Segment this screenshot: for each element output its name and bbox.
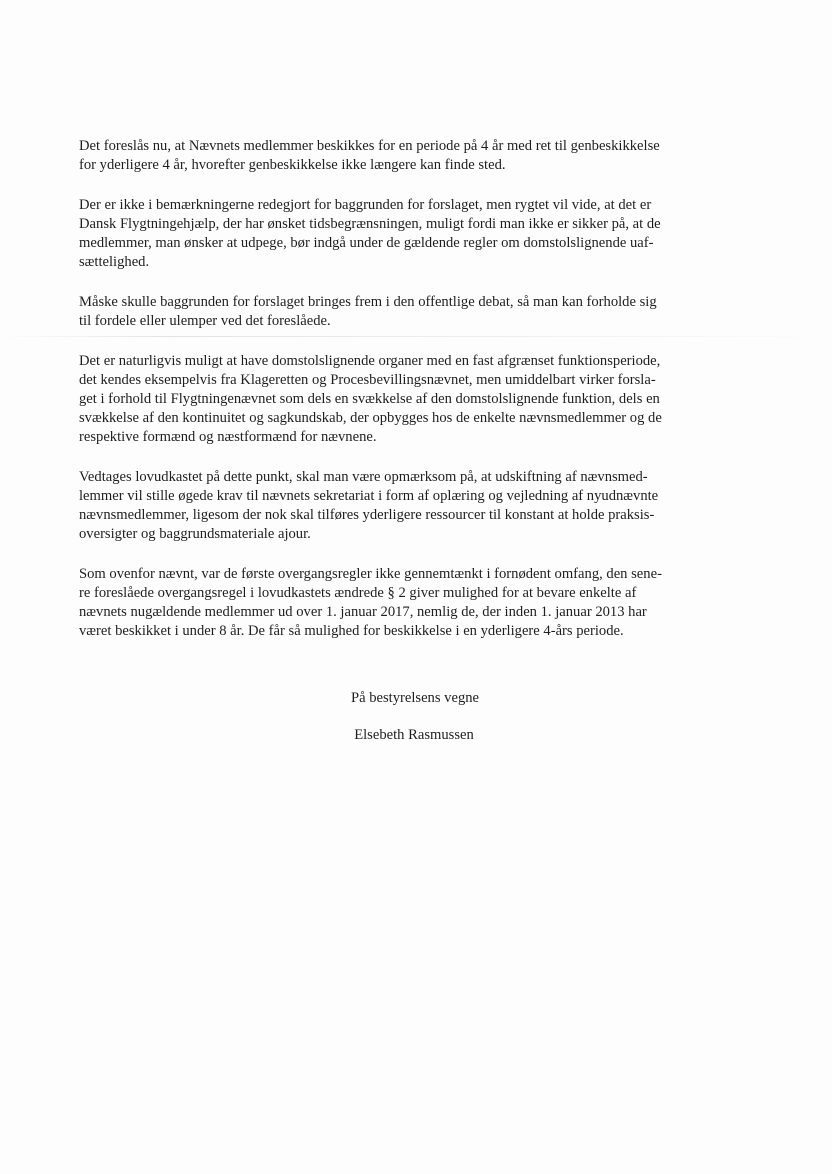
paragraph-line: Det er naturligvis muligt at have domstolslignende organer med en fast afgrænset funktionsperiode, [79, 353, 661, 369]
paragraph-line: for yderligere 4 år, hvorefter genbeskikkelse ikke længere kan finde sted. [79, 157, 506, 173]
paragraph-line: været beskikket i under 8 år. De får så mulighed for beskikkelse i en yderligere 4-års periode. [79, 623, 624, 639]
paragraph-line: oversigter og baggrundsmateriale ajour. [79, 526, 311, 542]
paragraph-line: det kendes eksempelvis fra Klageretten og Procesbevillingsnævnet, men umiddelbart virker forsla- [79, 372, 656, 388]
paragraph-court-like-bodies [79, 352, 747, 447]
paragraph-line: respektive formænd og næstformænd for nævnene. [79, 429, 377, 445]
paragraph-line: lemmer vil stille øgede krav til nævnets sekretariat i form af oplæring og vejledning af nyudnævnte [79, 488, 659, 504]
paragraph-background [79, 196, 747, 272]
paragraph-term-proposal [79, 137, 747, 175]
paragraph-line: get i forhold til Flygtningenævnet som dels en svækkelse af den domstolslignende funktion, dels en [79, 391, 660, 407]
paragraph-line: svækkelse af den kontinuitet og sagkundskab, der opbygges hos de enkelte nævnsmedlemmer og de [79, 410, 662, 426]
paragraph-line: Der er ikke i bemærkningerne redegjort for baggrunden for forslaget, men rygtet vil vide, at det er [79, 197, 652, 213]
paragraph-line: til fordele eller ulemper ved det foreslåede. [79, 313, 331, 329]
paragraph-line: Som ovenfor nævnt, var de første overgangsregler ikke gennemtænkt i fornødent omfang, den sene- [79, 566, 662, 582]
paragraph-line: medlemmer, man ønsker at udpege, bør indgå under de gældende regler om domstolslignende uaf- [79, 235, 654, 251]
paragraph-line: Det foreslås nu, at Nævnets medlemmer beskikkes for en periode på 4 år med ret til genbeskikkelse [79, 138, 660, 154]
paragraph-line: Vedtages lovudkastet på dette punkt, skal man være opmærksom på, at udskiftning af nævnsmed- [79, 469, 648, 485]
paragraph-line: Måske skulle baggrunden for forslaget bringes frem i den offentlige debat, så man kan forholde sig [79, 294, 657, 310]
paragraph-line: nævnets nugældende medlemmer ud over 1. januar 2017, nemlig de, der inden 1. januar 2013 har [79, 604, 647, 620]
paragraph-line: Dansk Flygtningehjælp, der har ønsket tidsbegrænsningen, muligt fordi man ikke er sikker på, at de [79, 216, 661, 232]
paragraph-transition-rules [79, 565, 747, 641]
paragraph-public-debate [79, 293, 747, 331]
closing-greeting: På bestyrelsens vegne [350, 690, 480, 706]
letter-body [79, 137, 747, 662]
paragraph-secretariat-demands [79, 468, 747, 544]
signatory-name: Elsebeth Rasmussen [354, 727, 474, 743]
paragraph-line: re foreslåede overgangsregel i lovudkastets ændrede § 2 giver mulighed for at bevare enkelte af [79, 585, 637, 601]
paragraph-line: nævnsmedlemmer, ligesom der nok skal tilføres yderligere ressourcer til konstant at holde praksis- [79, 507, 655, 523]
paragraph-line: sættelighed. [79, 254, 150, 270]
